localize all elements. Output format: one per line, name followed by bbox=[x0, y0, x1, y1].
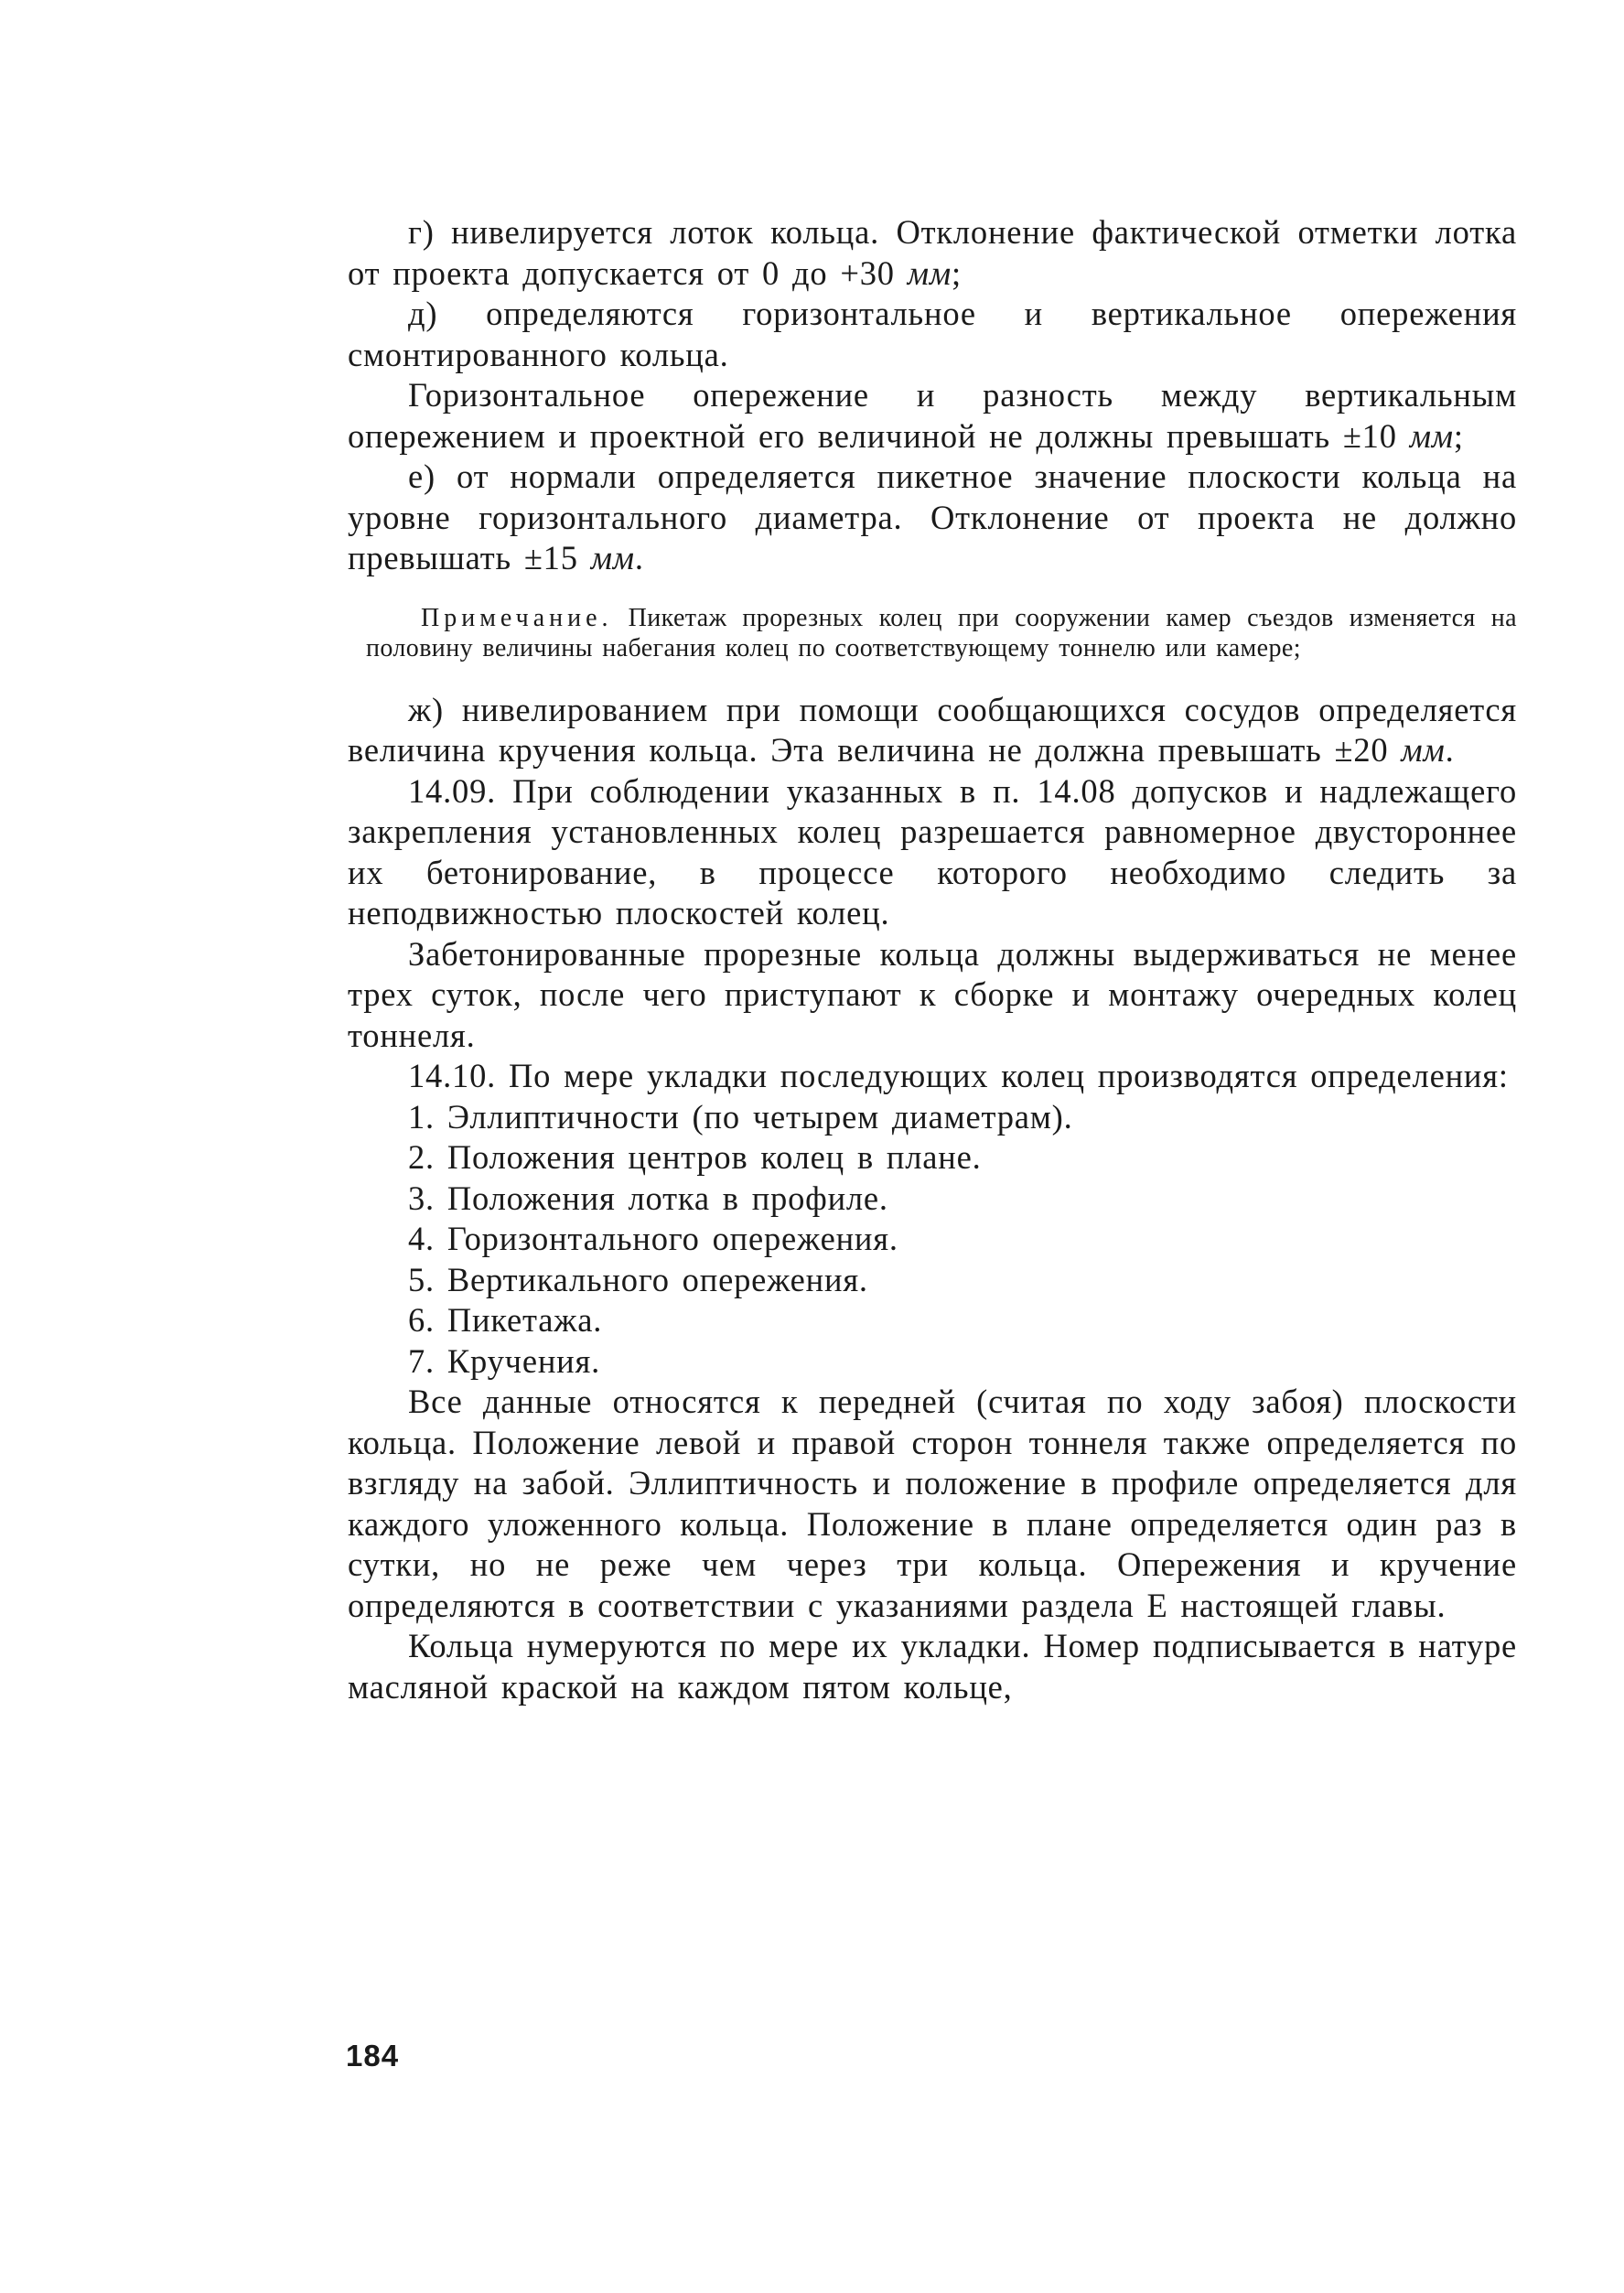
footnote-remark-label: Примечание. bbox=[421, 603, 613, 632]
paragraph-e-end: . bbox=[634, 539, 644, 576]
paragraph-e-unit: мм bbox=[590, 539, 635, 576]
paragraph-concreted-rings: Забетонированные прорезные кольца должны выдерживаться не менее трех суток, после чего приступают к сборке и монтажу очередных колец тоннеля. bbox=[348, 934, 1517, 1054]
page-number: 184 bbox=[346, 2039, 400, 2072]
list-item: 7. Кручения. bbox=[408, 1341, 601, 1380]
document-page bbox=[348, 212, 1517, 2115]
paragraph-e bbox=[348, 457, 1517, 579]
list-item: 3. Положения лотка в профиле. bbox=[408, 1179, 888, 1217]
paragraph-zh bbox=[348, 690, 1517, 771]
paragraph-zh-unit: мм bbox=[1401, 731, 1446, 769]
footnote-remark bbox=[348, 603, 1517, 664]
paragraph-g bbox=[348, 212, 1517, 294]
paragraph-horizontal-lead-text: Горизонтальное опережение и разность между вертикальным опережением и проектной его величиной не должны превышать ±10 bbox=[348, 376, 1517, 455]
list-item: 1. Эллиптичности (по четырем диаметрам). bbox=[408, 1097, 1073, 1136]
paragraph-zh-end: . bbox=[1445, 731, 1455, 769]
list-item: 4. Горизонтального опережения. bbox=[408, 1220, 898, 1257]
paragraph-g-unit: мм bbox=[907, 253, 952, 292]
paragraph-horizontal-lead bbox=[348, 375, 1517, 457]
paragraph-g-end: ; bbox=[951, 253, 962, 292]
paragraph-ring-numbering: Кольца нумеруются по мере их укладки. Номер подписывается в натуре масляной краской на каждом пятом кольце, bbox=[348, 1627, 1517, 1706]
paragraph-14-10: 14.10. По мере укладки последующих колец производятся определения: bbox=[408, 1057, 1509, 1094]
paragraph-g-text: г) нивелируется лоток кольца. Отклонение фактической отметки лотка от проекта допускается от 0 до +30 bbox=[348, 213, 1517, 292]
paragraph-horizontal-lead-end: ; bbox=[1453, 416, 1464, 455]
paragraph-14-09: 14.09. При соблюдении указанных в п. 14.08 допусков и надлежащего закрепления установленных колец разрешается равномерное двустороннее их бетонирование, в процессе которого необходимо следить за неподвижностью плоскостей колец. bbox=[348, 771, 1517, 931]
list-item: 5. Вертикального опережения. bbox=[408, 1260, 868, 1298]
determinations-list bbox=[348, 1097, 1517, 1383]
list-item: 6. Пикетажа. bbox=[408, 1301, 603, 1339]
paragraph-horizontal-lead-unit: мм bbox=[1409, 416, 1454, 455]
paragraph-e-text: е) от нормали определяется пикетное значение плоскости кольца на уровне горизонтального диаметра. Отклонение от проекта не должно превышать ±15 bbox=[348, 458, 1517, 576]
paragraph-d: д) определяются горизонтальное и вертикальное опережения смонтированного кольца. bbox=[348, 295, 1517, 373]
footnote-remark-text: Пикетаж прорезных колец при сооружении камер съездов изменяется на половину величины набегания колец по соответствующему тоннелю или камере; bbox=[366, 603, 1517, 662]
paragraph-zh-text: ж) нивелированием при помощи сообщающихся сосудов определяется величина кручения кольца. Эта величина не должна превышать ±20 bbox=[348, 690, 1517, 769]
list-item: 2. Положения центров колец в плане. bbox=[408, 1138, 982, 1176]
paragraph-all-data: Все данные относятся к передней (считая по ходу забоя) плоскости кольца. Положение левой и правой сторон тоннеля также определяется по взгляду на забой. Эллиптичность и положение в профиле определяется для каждого уложенного кольца. Положение в плане определяется один раз в сутки, но не реже чем через три кольца. Опережения и кручение определяются в соответствии с указаниями раздела Е настоящей главы. bbox=[348, 1383, 1517, 1624]
